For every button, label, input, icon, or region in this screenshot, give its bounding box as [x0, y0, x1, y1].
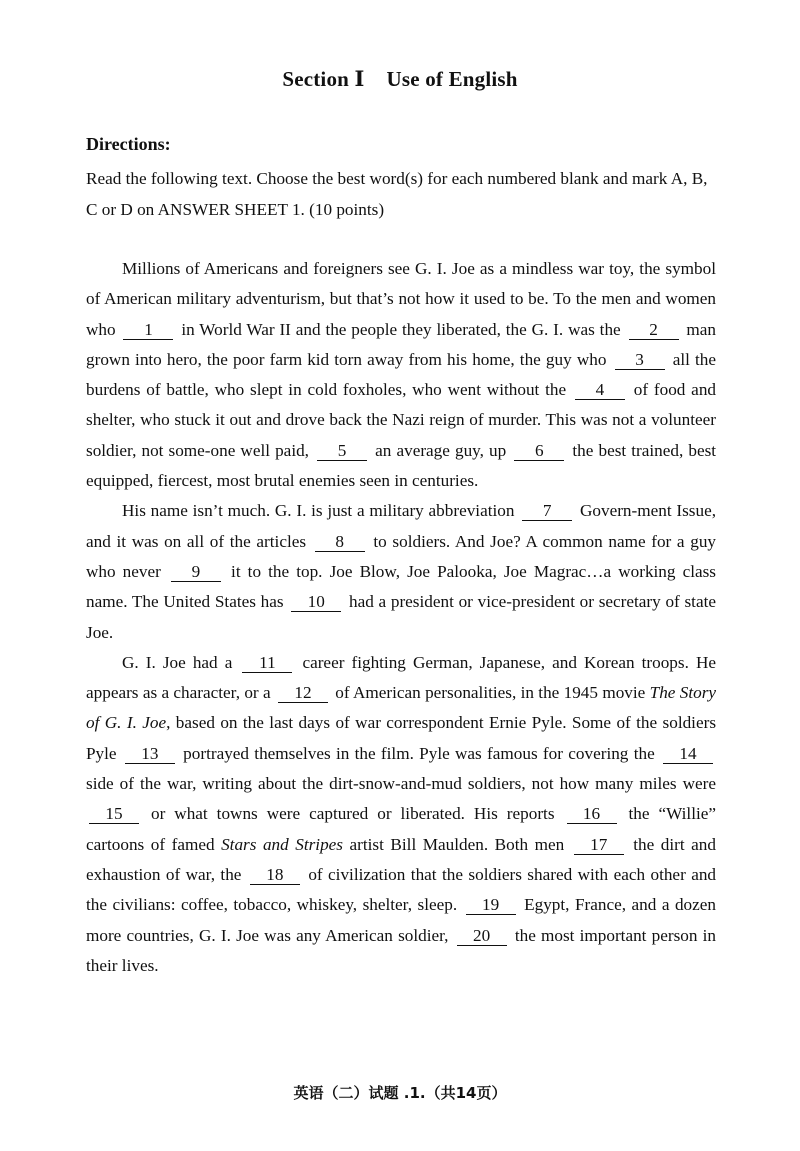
paragraph-2 [86, 496, 716, 647]
blank-13: 13 [125, 744, 175, 764]
blank-2: 2 [629, 320, 679, 340]
passage-text: career fighting German, Japanese, and Korean troops. He appears as a character, or a [86, 652, 716, 703]
passage-text: the “Willie” cartoons of famed [86, 804, 716, 854]
passage-text: His name isn’t much. G. I. is just a military abbreviation [122, 501, 515, 521]
passage-text: the dirt and exhaustion of war, the [86, 834, 716, 884]
paragraph-1 [86, 254, 716, 496]
passage-text: side of the war, writing about the dirt-snow-and-mud soldiers, not how many miles were [86, 774, 716, 794]
blank-20: 20 [457, 926, 507, 946]
blank-4: 4 [575, 380, 625, 400]
passage-text: an average guy, up [375, 440, 507, 460]
passage-text: in World War II and the people they liberated, the G. I. was the [181, 319, 621, 339]
passage-text: all the burdens of battle, who slept in cold foxholes, who went without the [86, 349, 716, 400]
passage-text: had a president or vice-president or secretary of state Joe. [86, 592, 716, 642]
blank-11: 11 [242, 653, 292, 673]
movie-title: The Story of G. I. Joe [86, 683, 717, 733]
cloze-passage [86, 254, 716, 981]
passage-text: the most important person in their lives. [86, 925, 716, 975]
blank-12: 12 [278, 683, 328, 703]
blank-6: 6 [514, 441, 564, 461]
section-title [0, 66, 800, 92]
passage-text: to soldiers. And Joe? A common name for a guy who never [86, 531, 717, 581]
blank-10: 10 [291, 592, 341, 612]
blank-1: 1 [123, 320, 173, 340]
blank-8: 8 [315, 532, 365, 552]
passage-text: artist Bill Maulden. Both men [349, 834, 565, 854]
passage-text: Govern-ment Issue, and it was on all of the articles [86, 501, 716, 551]
section-name: Use of English [386, 67, 518, 91]
passage-text: it to the top. Joe Blow, Joe Palooka, Joe Magrac…a working class name. The United States has [86, 561, 716, 612]
passage-text: man grown into hero, the poor farm kid torn away from his home, the guy who [86, 319, 717, 369]
blank-3: 3 [615, 350, 665, 370]
passage-text: portrayed themselves in the film. Pyle was famous for covering the [183, 743, 655, 763]
passage-text: of civilization that the soldiers shared with each other and the civilians: coffee, tobacco, whiskey, shelter, sleep. [86, 864, 717, 915]
blank-9: 9 [171, 562, 221, 582]
page-footer: 英语（二）试题 .1.（共14页） [293, 1084, 507, 1102]
blank-7: 7 [522, 501, 572, 521]
newspaper-title: Stars and Stripes [221, 834, 343, 854]
passage-text: or what towns were captured or liberated. His reports [150, 804, 555, 824]
passage-text: the best trained, best equipped, fiercest, most brutal enemies seen in centuries. [86, 440, 717, 491]
directions-text: Read the following text. Choose the best word(s) for each numbered blank and mark A, B, C or D on ANSWER SHEET 1. (10 points) [86, 169, 708, 219]
paragraph-3 [86, 648, 716, 981]
blank-14: 14 [663, 744, 713, 764]
passage-text: Millions of Americans and foreigners see G. I. Joe as a mindless war toy, the symbol of American military adventurism, but that’s not how it used to be. To the men and women who [86, 259, 716, 339]
passage-text: of food and shelter, who stuck it out and drove back the Nazi reign of murder. This was not a volunteer soldier, not some-one well paid, [86, 380, 717, 460]
passage-text: Egypt, France, and a dozen more countries, G. I. Joe was any American soldier, [86, 895, 716, 945]
passage-text: of American personalities, in the 1945 movie [335, 683, 646, 703]
directions-heading: Directions: [86, 134, 171, 154]
blank-18: 18 [250, 865, 300, 885]
blank-5: 5 [317, 441, 367, 461]
passage-text: G. I. Joe had a [122, 652, 233, 672]
section-number: Section Ⅰ [282, 67, 365, 91]
blank-17: 17 [574, 835, 624, 855]
blank-15: 15 [89, 804, 139, 824]
passage-text: , based on the last days of war correspondent Ernie Pyle. Some of the soldiers Pyle [86, 713, 717, 763]
blank-16: 16 [567, 804, 617, 824]
blank-19: 19 [466, 895, 516, 915]
